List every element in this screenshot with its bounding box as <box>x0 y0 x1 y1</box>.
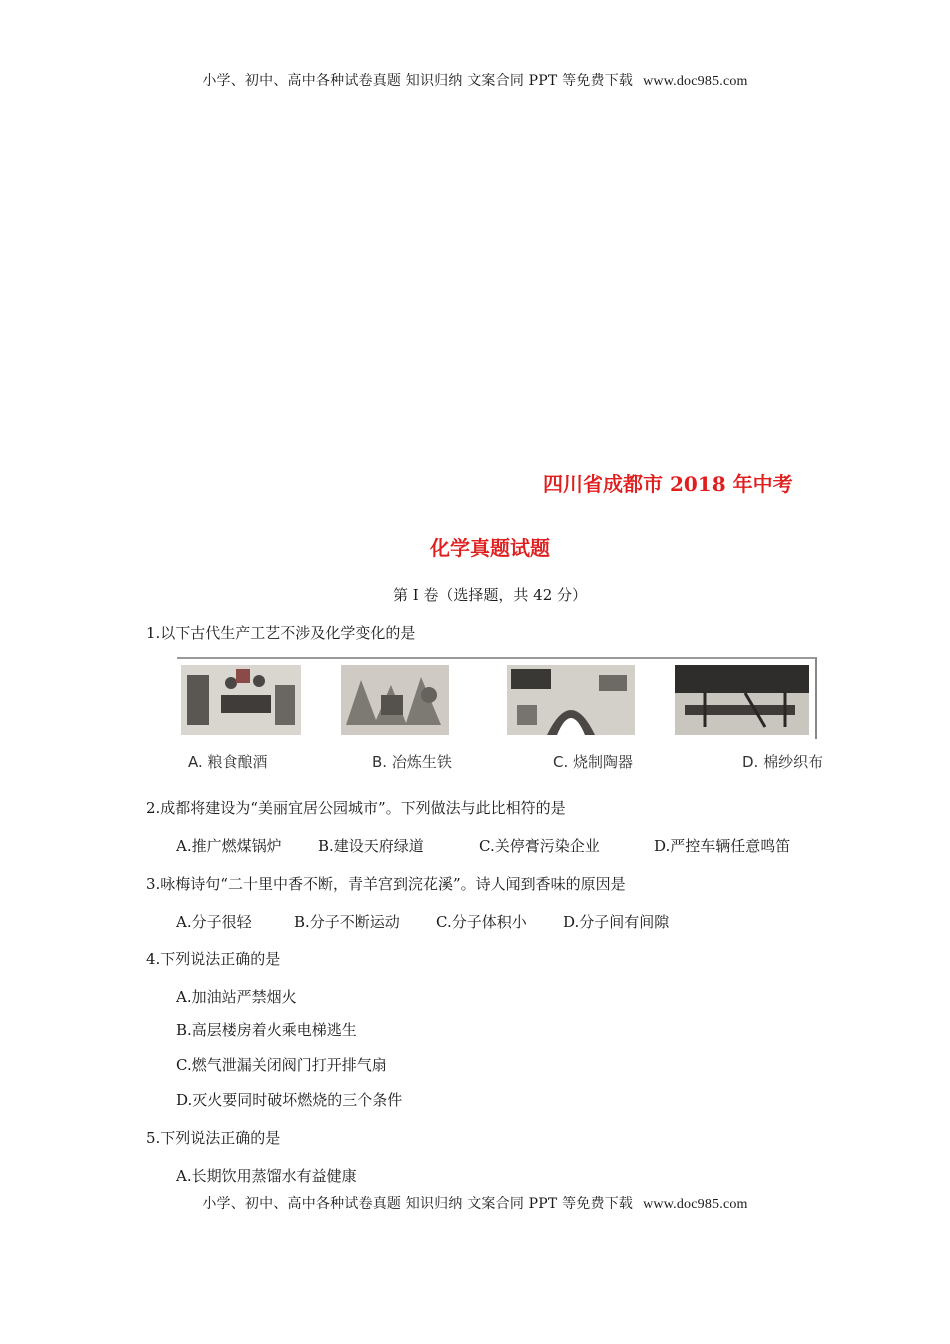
question-1-option-d[interactable]: D. 棉纱织布 <box>742 753 824 771</box>
question-4-option-a[interactable]: A.加油站严禁烟火 <box>176 988 297 1006</box>
question-2-option-d[interactable]: D.严控车辆任意鸣笛 <box>654 837 791 855</box>
question-4-option-c[interactable]: C.燃气泄漏关闭阀门打开排气扇 <box>176 1056 387 1074</box>
cotton-weaving-picture <box>675 665 809 735</box>
banner-url[interactable]: www.doc985.com <box>643 74 748 89</box>
question-3-stem: 3.咏梅诗句“二十里中香不断，青羊宫到浣花溪”。诗人闻到香味的原因是 <box>146 875 626 893</box>
section-heading: 第 I 卷（选择题，共 42 分） <box>392 586 588 604</box>
grain-wine-picture <box>181 665 301 735</box>
question-3-option-b[interactable]: B.分子不断运动 <box>294 913 400 931</box>
question-1-figure <box>177 657 817 739</box>
question-5-option-a[interactable]: A.长期饮用蒸馏水有益健康 <box>176 1167 357 1185</box>
pottery-picture <box>507 665 635 735</box>
question-2-stem: 2.成都将建设为“美丽宜居公园城市”。下列做法与此比相符的是 <box>146 799 566 817</box>
question-2-option-a[interactable]: A.推广燃煤锅炉 <box>176 837 282 855</box>
question-3-option-a[interactable]: A.分子很轻 <box>176 913 252 931</box>
footer-banner-url[interactable]: www.doc985.com <box>643 1197 748 1212</box>
question-4-option-d[interactable]: D.灭火要同时破坏燃烧的三个条件 <box>176 1091 403 1109</box>
exam-title: 四川省成都市 2018 年中考 <box>543 472 793 496</box>
question-1-option-b[interactable]: B. 冶炼生铁 <box>372 753 452 771</box>
question-2-option-b[interactable]: B.建设天府绿道 <box>318 837 424 855</box>
question-5-stem: 5.下列说法正确的是 <box>146 1129 281 1147</box>
banner-text: 小学、初中、高中各种试卷真题 知识归纳 文案合同 PPT 等免费下载 <box>202 73 634 89</box>
question-3-option-c[interactable]: C.分子体积小 <box>436 913 527 931</box>
question-1-option-a[interactable]: A. 粮食酿酒 <box>188 753 268 771</box>
footer-banner-text: 小学、初中、高中各种试卷真题 知识归纳 文案合同 PPT 等免费下载 <box>202 1196 634 1212</box>
footer-banner <box>0 1193 950 1213</box>
question-4-option-b[interactable]: B.高层楼房着火乘电梯逃生 <box>176 1021 357 1039</box>
header-banner <box>0 70 950 90</box>
question-3-option-d[interactable]: D.分子间有间隙 <box>563 913 670 931</box>
question-1-option-c[interactable]: C. 烧制陶器 <box>553 753 634 771</box>
question-1-stem: 1.以下古代生产工艺不涉及化学变化的是 <box>146 624 416 642</box>
exam-subtitle: 化学真题试题 <box>430 536 550 560</box>
iron-smelting-picture <box>341 665 449 735</box>
question-2-option-c[interactable]: C.关停膏污染企业 <box>479 837 600 855</box>
question-4-stem: 4.下列说法正确的是 <box>146 950 281 968</box>
